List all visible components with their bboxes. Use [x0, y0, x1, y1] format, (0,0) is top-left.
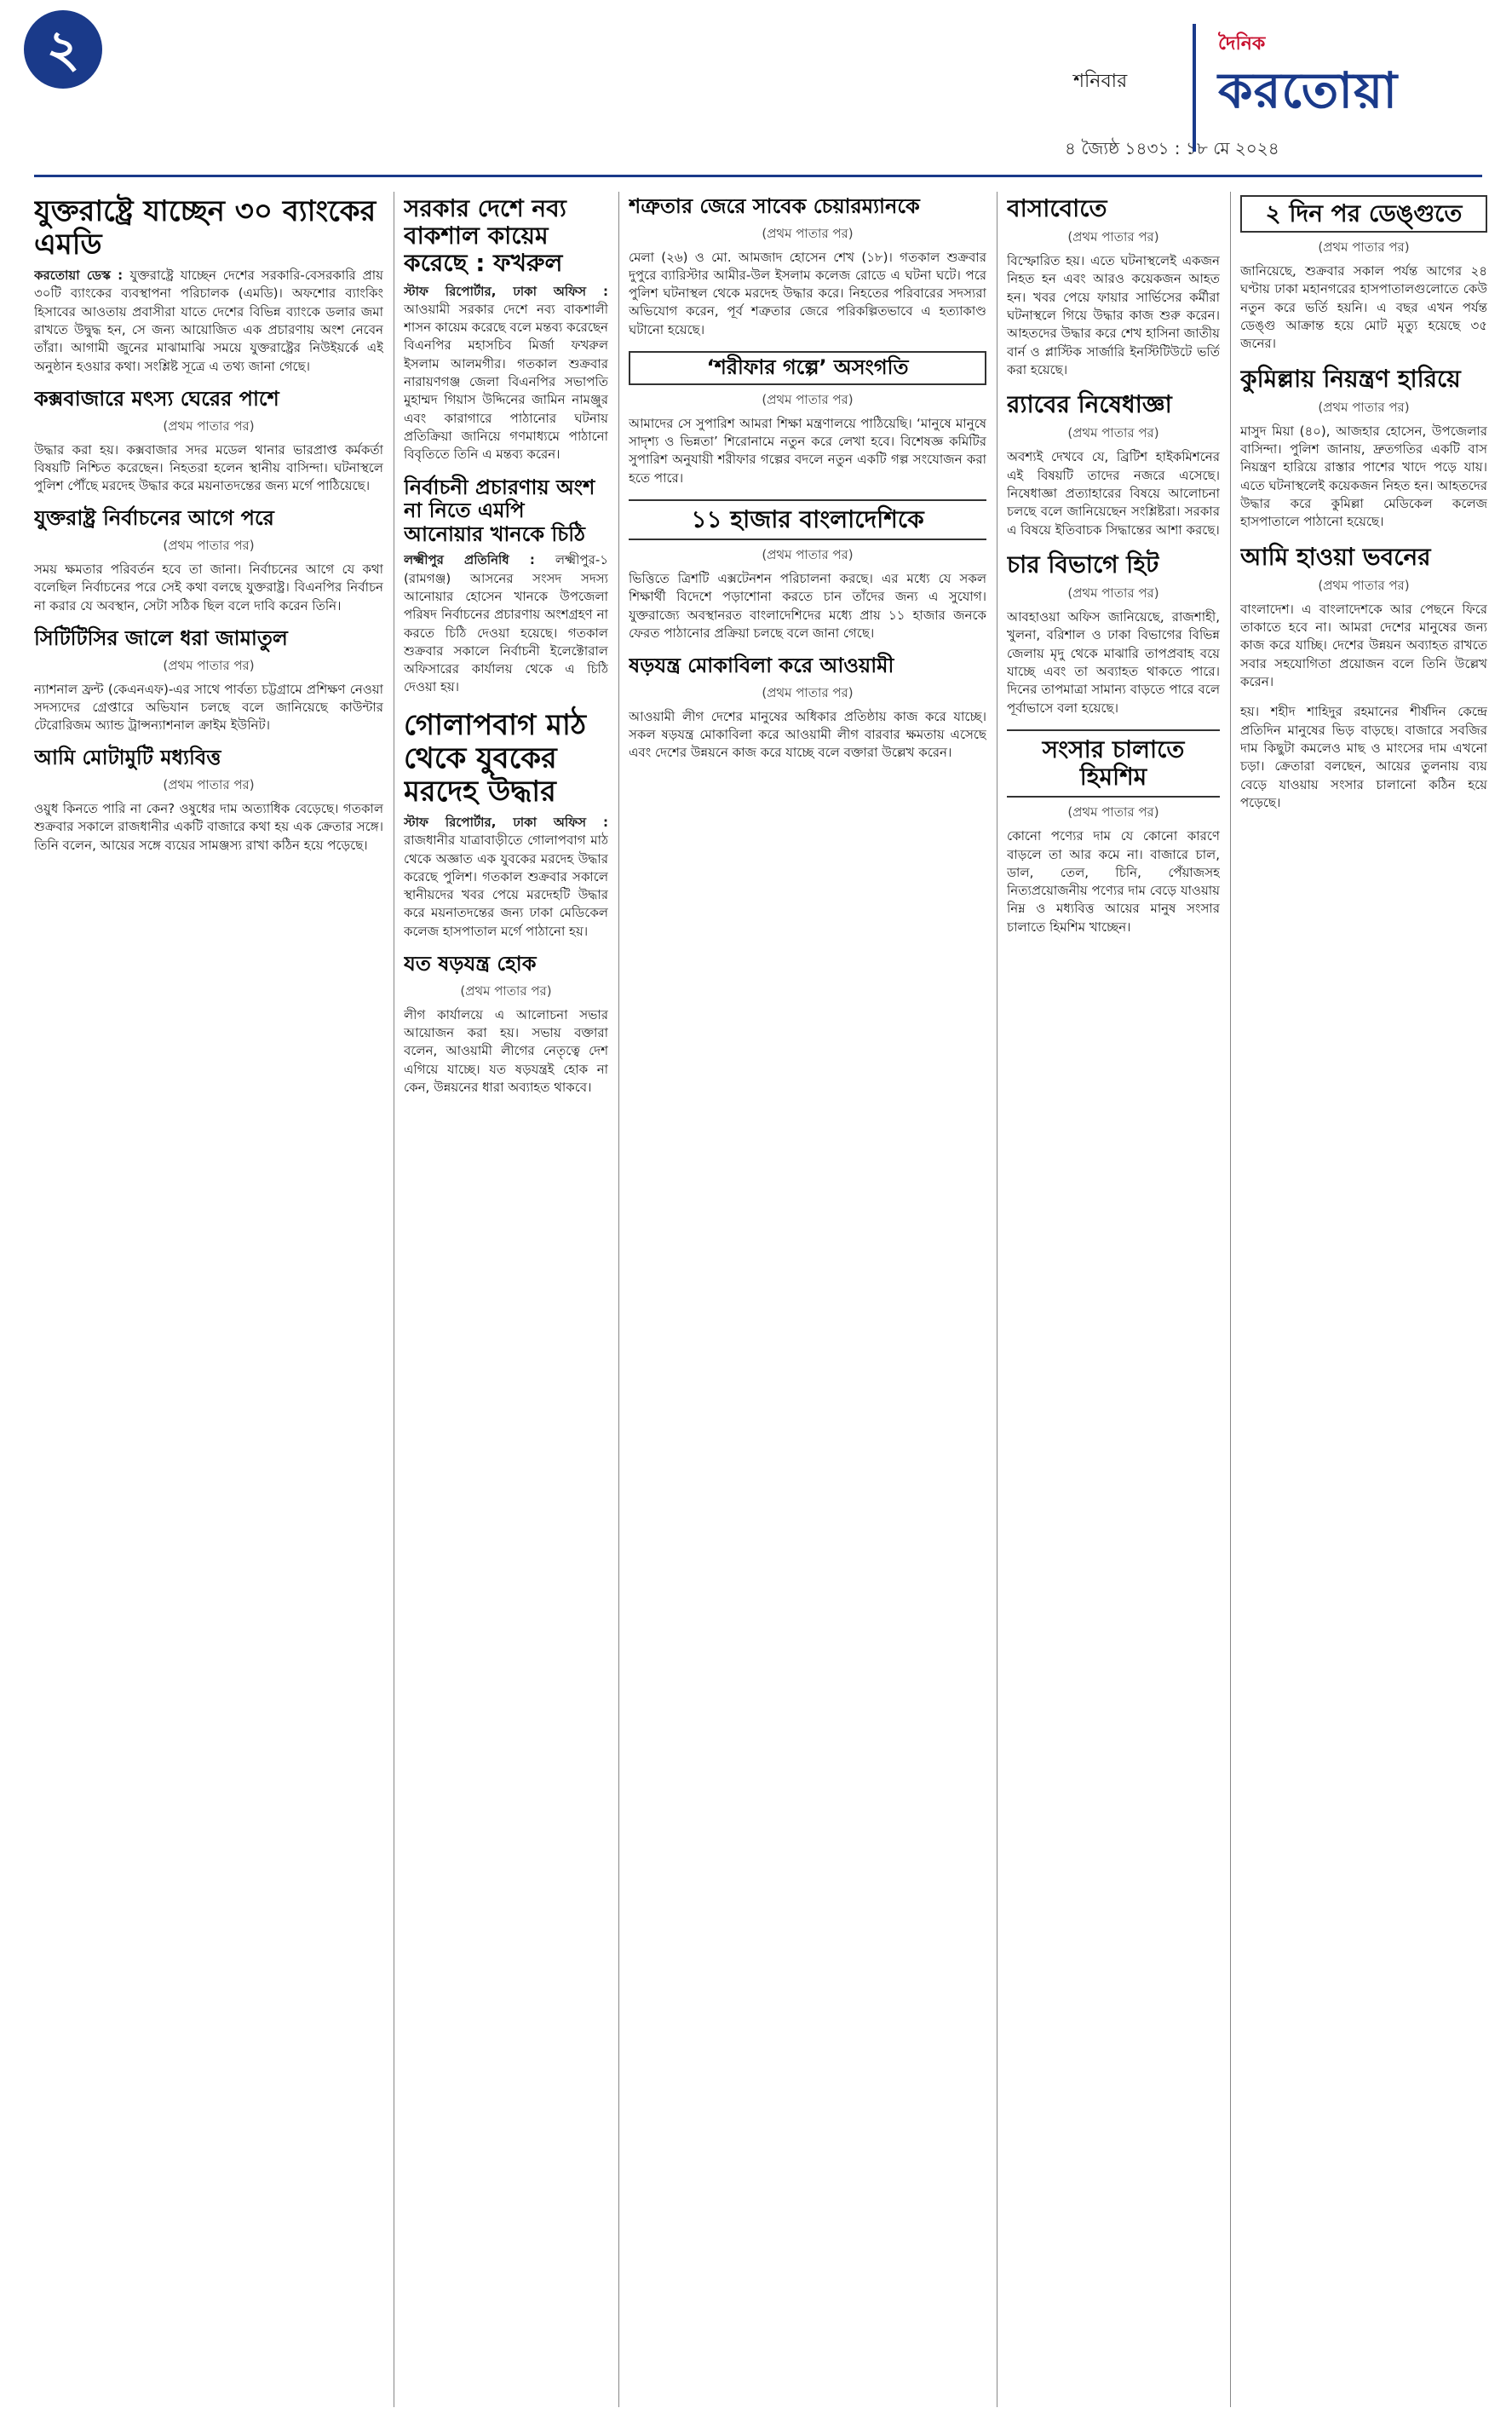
continued-from-label: (প্রথম পাতার পর): [1318, 399, 1410, 415]
article-text: যুক্তরাষ্ট্রে যাচ্ছেন দেশের সরকারি-বেসরকারি প্রায় ৩০টি ব্যাংকের ব্যবস্থাপনা পরিচালক (এমডি)। অফশোর ব্যাংকিং হিসাবের আওতায় প্রবাসীরা যাতে দেশের বিভিন্ন ব্যাংকে ডলার জমা রাখতে উদ্বুদ্ধ হন, সে জন্য আয়োজিত এক প্রচারণায় অংশ নেবেন তাঁরা। আগামী জুনের মাঝামাঝি সময়ে যুক্তরাষ্ট্রের নিউইয়র্কে এই অনুষ্ঠান হওয়ার কথা। সংশ্লিষ্ট সূত্রে এ তথ্য জানা গেছে।: [34, 268, 383, 374]
article-byline: করতোয়া ডেস্ক :: [34, 268, 130, 284]
continued-from-label: (প্রথম পাতার পর): [1067, 585, 1159, 602]
article: [1240, 366, 1487, 532]
masthead-rule: [34, 175, 1482, 177]
article-body: [34, 561, 383, 615]
column-5: [1240, 192, 1487, 2407]
article-headline[interactable]: যুক্তরাষ্ট্র নির্বাচনের আগে পরে: [34, 506, 274, 531]
article-body: [629, 708, 986, 763]
article: [629, 654, 986, 762]
continued-from-label: (প্রথম পাতার পর): [163, 538, 255, 554]
article: [1007, 729, 1220, 936]
article: [34, 507, 383, 614]
article-byline: স্টাফ রিপোর্টার, ঢাকা অফিস :: [404, 283, 608, 299]
article: [1240, 703, 1487, 812]
article-text: রাজধানীর যাত্রাবাড়ীতে গোলাপবাগ মাঠ থেকে অজ্ঞাত এক যুবকের মরদেহ উদ্ধার করেছে পুলিশ। গতকাল শুক্রবার সকালে স্থানীয়দের খবর পেয়ে মরদেহটি উদ্ধার করে ময়নাতদন্তের জন্য ঢাকা মেডিকেল কলেজ হাসপাতাল মর্গে পাঠানো হয়।: [404, 832, 608, 939]
article: [404, 953, 608, 1097]
article: [1007, 551, 1220, 717]
continued-from-label: (প্রথম পাতার পর): [163, 418, 255, 434]
article-headline[interactable]: গোলাপবাগ মাঠ থেকে যুবকের মরদেহ উদ্ধার: [404, 707, 587, 809]
article-body: [34, 681, 383, 735]
column-divider: [1230, 192, 1231, 2407]
column-divider: [618, 192, 619, 2407]
article-text: ভিত্তিতে ত্রিশটি এক্সটেনশন পরিচালনা করছে। এর মধ্যে যে সকল শিক্ষার্থী বিদেশে পড়াশোনা করতে চান তাঁদের জন্য এ সুযোগ। যুক্তরাজ্যে অবস্থানরত বাংলাদেশিদের মধ্যে প্রায় ১১ হাজার জনকে ফেরত পাঠানোর প্রক্রিয়া চলছে বলে জানা গেছে।: [629, 571, 986, 641]
column-1: [34, 192, 383, 2407]
article-body: [1240, 601, 1487, 691]
continued-from-label: (প্রথম পাতার পর): [1318, 577, 1410, 593]
article: [34, 388, 383, 495]
continued-from-label: (প্রথম পাতার পর): [762, 225, 854, 241]
continued-from-label: (প্রথম পাতার পর): [1067, 804, 1159, 821]
article-headline[interactable]: বাসাবোতে: [1007, 194, 1107, 222]
article-body: [404, 814, 608, 941]
logo-daily: দৈনিক: [1218, 33, 1266, 55]
article-text: বিস্ফোরিত হয়। এতে ঘটনাস্থলেই একজন নিহত হন এবং আরও কয়েকজন আহত হন। খবর পেয়ে ফায়ার সার্ভিসের কর্মীরা ঘটনাস্থলে গিয়ে উদ্ধার কাজ শুরু করেন। আহতদের উদ্ধার করে শেখ হাসিনা জাতীয় বার্ন ও প্লাস্টিক সার্জারি ইনস্টিটিউটে ভর্তি করা হয়েছে।: [1007, 253, 1220, 377]
article-body: [1240, 423, 1487, 532]
article-headline[interactable]: আমি হাওয়া ভবনের: [1240, 542, 1431, 571]
article: [34, 627, 383, 734]
article-body: [404, 283, 608, 464]
weekday: শনিবার: [1073, 71, 1128, 92]
article-text: বাংলাদেশ। এ বাংলাদেশকে আর পেছনে ফিরে তাকাতে হবে না। আমরা দেশের মানুষের জন্য কাজ করে যাচ্ছি। দেশের উন্নয়ন অব্যাহত রাখতে সবার সহযোগিতা প্রয়োজন বলে তিনি উল্লেখ করেন।: [1240, 601, 1487, 690]
article: [1007, 391, 1220, 539]
article-text: কোনো পণ্যের দাম যে কোনো কারণে বাড়লে তা আর কমে না। বাজারে চাল, ডাল, তেল, চিনি, পেঁয়াজসহ নিত্যপ্রয়োজনীয় পণ্যের দাম বেড়ে যাওয়ায় নিম্ন ও মধ্যবিত্ত আয়ের মানুষ সংসার চালাতে হিমশিম খাচ্ছেন।: [1007, 828, 1220, 935]
column-4: [1007, 192, 1220, 2407]
article-byline: স্টাফ রিপোর্টার, ঢাকা অফিস :: [404, 814, 608, 830]
article-headline[interactable]: ‘শরীফার গল্পে’ অসংগতি: [629, 351, 986, 385]
article: [629, 499, 986, 642]
article-headline[interactable]: আমি মোটামুটি মধ্যবিত্ত: [34, 746, 221, 770]
article-headline[interactable]: ২ দিন পর ডেঙ্গুতে: [1240, 195, 1487, 233]
article-headline[interactable]: সংসার চালাতে হিমশিম: [1007, 729, 1220, 798]
article: [629, 195, 986, 339]
article: [404, 476, 608, 697]
continued-from-label: (প্রথম পাতার পর): [762, 547, 854, 563]
article-headline[interactable]: সিটিটিসির জালে ধরা জামাতুল: [34, 625, 288, 650]
article-body: [629, 415, 986, 487]
article-headline[interactable]: যুক্তরাষ্ট্রে যাচ্ছেন ৩০ ব্যাংকের এমডি: [34, 194, 377, 262]
column-2: [404, 192, 608, 2407]
article-text: হয়। শহীদ শাহিদুর রহমানের শীর্ষদিন কেন্দ্রে প্রতিদিন মানুষের ভিড় বাড়ছে। বাজারে সবজির দাম কিছুটা কমলেও মাছ ও মাংসের দাম এখনো চড়া। ক্রেতারা বলছেন, আয়ের তুলনায় ব্যয় বেড়ে যাওয়ায় সংসার চালানো কঠিন হয়ে পড়েছে।: [1240, 704, 1487, 810]
column-3: [629, 192, 986, 2407]
article-body: [34, 267, 383, 376]
article-text: মাসুদ মিয়া (৪০), আজহার হোসেন, উপজেলার বাসিন্দা। পুলিশ জানায়, দ্রুতগতির একটি বাস নিয়ন্ত্রণ হারিয়ে রাস্তার পাশের খাদে পড়ে যায়। এতে ঘটনাস্থলেই কয়েকজন নিহত হন। আহতদের উদ্ধার করে কুমিল্লা মেডিকেল কলেজ হাসপাতালে পাঠানো হয়েছে।: [1240, 423, 1487, 530]
continued-from-label: (প্রথম পাতার পর): [163, 777, 255, 793]
article-body: [404, 1006, 608, 1097]
article-headline[interactable]: শত্রুতার জেরে সাবেক চেয়ারম্যানকে: [629, 194, 920, 218]
article-body: [34, 800, 383, 855]
issue-date: ৪ জ্যৈষ্ঠ ১৪৩১ : ১৮ মে ২০২৪: [1065, 138, 1279, 158]
continued-from-label: (প্রথম পাতার পর): [1067, 425, 1159, 441]
continued-from-label: (প্রথম পাতার পর): [1318, 239, 1410, 256]
article-text: জানিয়েছে, শুক্রবার সকাল পর্যন্ত আগের ২৪ ঘণ্টায় ঢাকা মহানগরের হাসপাতালগুলোতে কেউ নতুন করে ভর্তি হয়নি। এ বছর এখন পর্যন্ত ডেঙ্গু আক্রান্ত হয়ে মোট মৃত্যু হয়েছে ৩৫ জনের।: [1240, 263, 1487, 352]
logo-name: করতোয়া: [1218, 61, 1399, 119]
article-text: ন্যাশনাল ফ্রন্ট (কেএনএফ)-এর সাথে পার্বত্য চট্টগ্রামে প্রশিক্ষণ নেওয়া সদস্যদের গ্রেপ্তারে অভিযান চলছে বলে জানিয়েছে কাউন্টার টেরোরিজম অ্যান্ড ট্রান্সন্যাশনাল ক্রাইম ইউনিট।: [34, 681, 383, 734]
article-headline[interactable]: নির্বাচনী প্রচারণায় অংশ না নিতে এমপি আনোয়ার খানকে চিঠি: [404, 475, 595, 546]
article-headline[interactable]: ১১ হাজার বাংলাদেশিকে: [629, 499, 986, 540]
article-text: সময় ক্ষমতার পরিবর্তন হবে তা জানা। নির্বাচনের আগে যে কথা বলেছিল নির্বাচনের পরে সেই কথা বলছে যুক্তরাষ্ট্র। বিএনপির নির্বাচন না করার যে অবস্থান, সেটা সঠিক ছিল বলে দাবি করেন তিনি।: [34, 562, 383, 614]
article-headline[interactable]: ষড়যন্ত্র মোকাবিলা করে আওয়ামী: [629, 654, 894, 678]
article-text: উদ্ধার করা হয়। কক্সবাজার সদর মডেল থানার ভারপ্রাপ্ত কর্মকর্তা বিষয়টি নিশ্চিত করেছেন। নিহতরা হলেন স্থানীয় বাসিন্দা। ঘটনাস্থলে পুলিশ পৌঁছে মরদেহ উদ্ধার করে ময়নাতদন্তের জন্য মর্গে পাঠিয়েছে।: [34, 441, 383, 494]
article-body: [1007, 448, 1220, 539]
article-text: আবহাওয়া অফিস জানিয়েছে, রাজশাহী, খুলনা, বরিশাল ও ঢাকা বিভাগের বিভিন্ন জেলায় মৃদু থেকে মাঝারি তাপপ্রবাহ বয়ে যাচ্ছে এবং তা অব্যাহত থাকতে পারে। দিনের তাপমাত্রা সামান্য বাড়তে পারে বলে পূর্বাভাসে বলা হয়েছে।: [1007, 609, 1220, 716]
article: [629, 351, 986, 487]
continued-from-label: (প্রথম পাতার পর): [762, 391, 854, 407]
article-text: লক্ষ্মীপুর-১ (রামগঞ্জ) আসনের সংসদ সদস্য আনোয়ার হোসেন খানকে উপজেলা পরিষদ নির্বাচনের প্রচারণায় অংশগ্রহণ না করতে চিঠি দেওয়া হয়েছে। গতকাল শুক্রবার সকালে নির্বাচনী ইলেক্টোরাল অফিসারের কার্যালয় থেকে এ চিঠি দেওয়া হয়।: [404, 552, 608, 695]
page-number-badge: ২: [24, 10, 102, 89]
article-body: [1240, 262, 1487, 353]
article: [34, 746, 383, 854]
continued-from-label: (প্রথম পাতার পর): [460, 982, 552, 999]
article-text: আমাদের সে সুপারিশ আমরা শিক্ষা মন্ত্রণালয়ে পাঠিয়েছি। ‘মানুষে মানুষে সাদৃশ্য ও ভিন্নতা’ শিরোনামে নতুন করে লেখা হবে। বিশেষজ্ঞ কমিটির সুপারিশ অনুযায়ী শরীফার গল্পের বদলে নতুন একটি গল্প সংযোজন করা হতে পারে।: [629, 415, 986, 486]
article: [1240, 544, 1487, 692]
newspaper-logo: [1193, 24, 1496, 152]
article-text: আওয়ামী লীগ দেশের মানুষের অধিকার প্রতিষ্ঠায় কাজ করে যাচ্ছে। সকল ষড়যন্ত্র মোকাবিলা করে আওয়ামী লীগ বারবার ক্ষমতায় এসেছে এবং দেশের উন্নয়নে কাজ করে যাচ্ছে বলে বক্তারা উল্লেখ করেন।: [629, 708, 986, 761]
article-body: [1240, 703, 1487, 812]
article-text: ওয়ুধ কিনতে পারি না কেন? ওষুধের দাম অত্যাধিক বেড়েছে। গতকাল শুক্রবার সকালে রাজধানীর একটি বাজারে কথা হয় এক ক্রেতার সঙ্গে। তিনি বলেন, আয়ের সঙ্গে ব্যয়ের সামঞ্জস্য রাখা কঠিন হয়ে পড়েছে।: [34, 801, 383, 853]
article: [404, 195, 608, 464]
article-text: আওয়ামী সরকার দেশে নব্য বাকশালী শাসন কায়েম করেছে বলে মন্তব্য করেছেন বিএনপির মহাসচিব মির্জা ফখরুল ইসলাম আলমগীর। গতকাল শুক্রবার নারায়ণগঞ্জ জেলা বিএনপির সভাপতি মুহাম্মদ গিয়াস উদ্দিনের জামিন নামঞ্জুর এবং কারাগারে পাঠানোর ঘটনায় প্রতিক্রিয়া জানিয়ে গণমাধ্যমে পাঠানো বিবৃতিতে তিনি এ মন্তব্য করেন।: [404, 301, 608, 463]
continued-from-label: (প্রথম পাতার পর): [762, 684, 854, 700]
article-headline[interactable]: সরকার দেশে নব্য বাকশাল কায়েম করেছে : ফখরুল: [404, 194, 566, 278]
article-headline[interactable]: চার বিভাগে হিট: [1007, 550, 1159, 579]
article-text: লীগ কার্যালয়ে এ আলোচনা সভার আয়োজন করা হয়। সভায় বক্তারা বলেন, আওয়ামী লীগের নেতৃত্বে দেশ এগিয়ে যাচ্ছে। যত ষড়যন্ত্রই হোক না কেন, উন্নয়নের ধারা অব্যাহত থাকবে।: [404, 1006, 608, 1095]
article-text: মেলা (২৬) ও মো. আমজাদ হোসেন শেখ (১৮)। গতকাল শুক্রবার দুপুরে ব্যারিস্টার আমীর-উল ইসলাম কলেজ রোডে এ ঘটনা ঘটে। পরে পুলিশ ঘটনাস্থল থেকে মরদেহ উদ্ধার করে। নিহতের পরিবারের সদস্যরা অভিযোগ করেন, পূর্ব শত্রুতার জেরে পরিকল্পিতভাবে এ হত্যাকাণ্ড ঘটানো হয়েছে।: [629, 249, 986, 337]
article-body: [34, 441, 383, 496]
article: [1007, 195, 1220, 379]
article-headline[interactable]: র‍্যাবের নিষেধাজ্ঞা: [1007, 390, 1172, 419]
article-body: [1007, 827, 1220, 936]
article-body: [629, 249, 986, 339]
article-text: অবশ্যই দেখবে যে, ব্রিটিশ হাইকমিশনের এই বিষয়টি তাদের নজরে এসেছে। নিষেধাজ্ঞা প্রত্যাহারের বিষয়ে আলোচনা চলছে বলে জানিয়েছেন সংশ্লিষ্টরা। সরকার এ বিষয়ে ইতিবাচক সিদ্ধান্তের আশা করছে।: [1007, 449, 1220, 538]
article-byline: লক্ষ্মীপুর প্রতিনিধি :: [404, 552, 555, 568]
article: [1240, 195, 1487, 354]
article-body: [1007, 252, 1220, 379]
article: [404, 709, 608, 941]
article-body: [1007, 608, 1220, 717]
article-headline[interactable]: কুমিল্লায় নিয়ন্ত্রণ হারিয়ে: [1240, 364, 1461, 393]
article-headline[interactable]: যত ষড়যন্ত্র হোক: [404, 952, 537, 976]
article-body: [629, 570, 986, 642]
article: [34, 195, 383, 376]
article-body: [404, 551, 608, 696]
continued-from-label: (প্রথম পাতার পর): [1067, 229, 1159, 245]
continued-from-label: (প্রথম পাতার পর): [163, 657, 255, 673]
article-headline[interactable]: কক্সবাজারে মৎস্য ঘেরের পাশে: [34, 386, 279, 411]
masthead: [0, 0, 1512, 187]
